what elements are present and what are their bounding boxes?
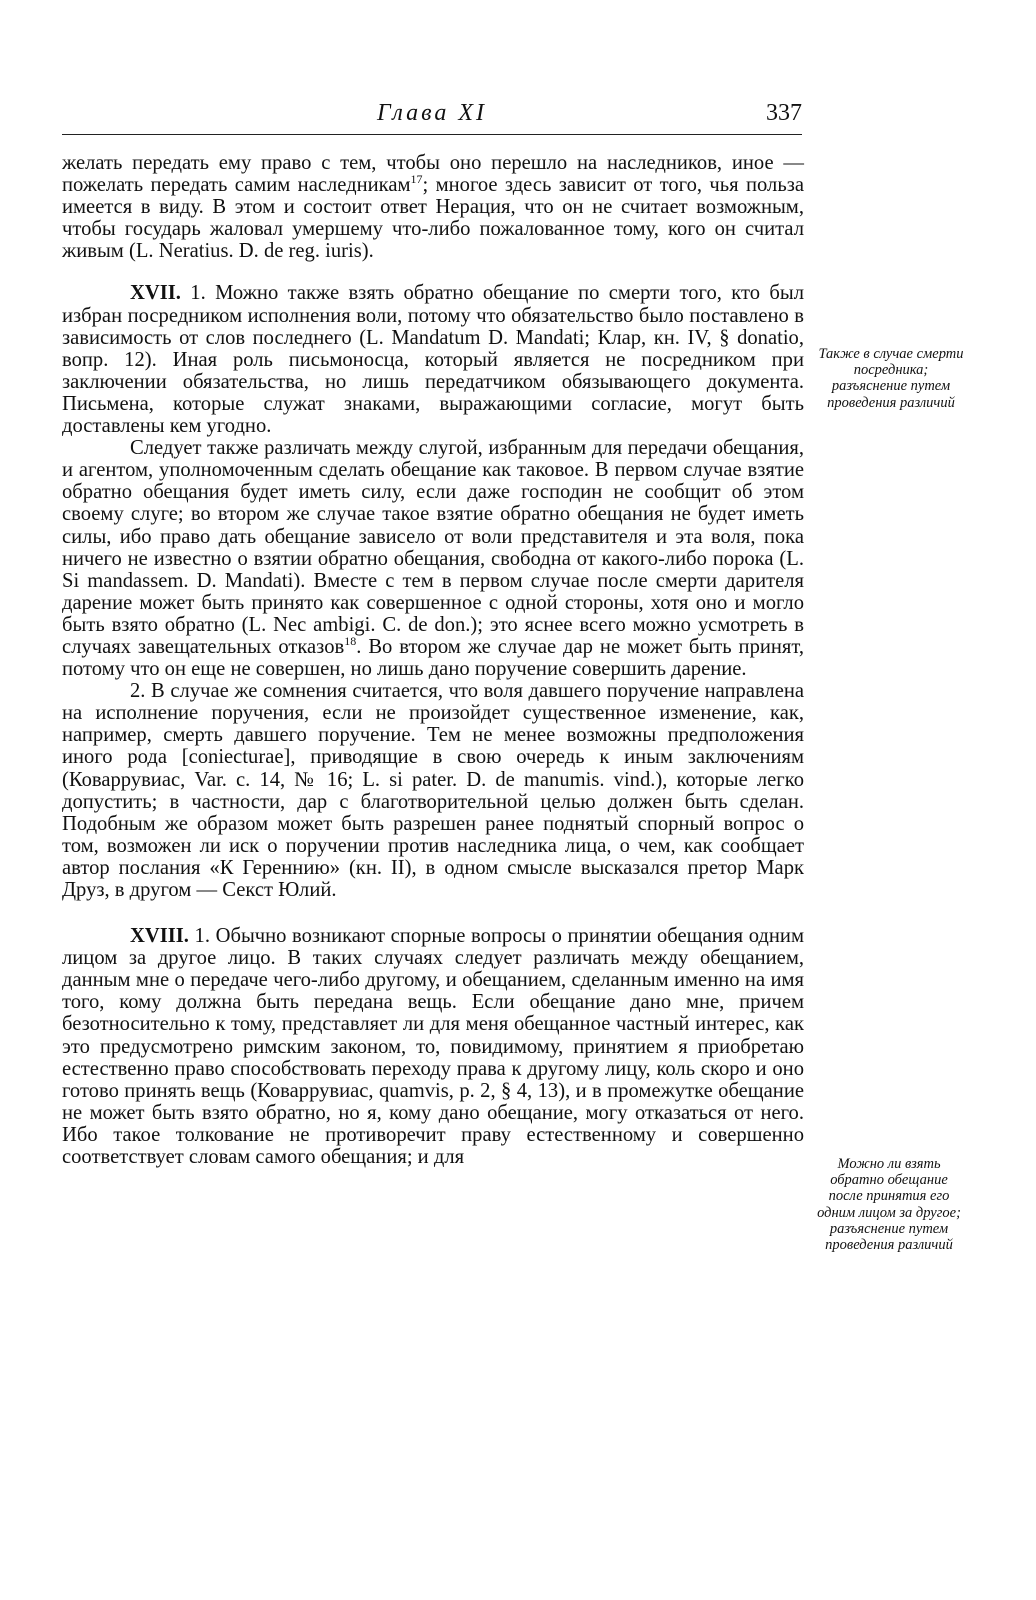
page-number: 337 bbox=[766, 100, 802, 126]
paragraph-text: желать передать ему право с тем, чтобы оно перешло на наследников, иное — пожелать передать самим наследникам bbox=[62, 152, 804, 197]
paragraph-continued bbox=[62, 152, 804, 262]
paragraph-text: 1. Обычно возникают спорные вопросы о принятии обещания одним лицом за другое лицо. В таких случаях следует различать между обещанием, данным мне о передаче чего-либо другому, и обещанием, сделанным именно на имя того, кому должна быть передана вещь. Если обещание дано мне, причем безотносительно к тому, представляет ли для меня обещанное частный интерес, как это предусмотрено римским законом, то, повидимому, принятием я приобретаю естественно право способствовать переходу права к другому лицу, коль скоро и оно готово принять вещь (Коваррувиас, quamvis, p. 2, § 4, 13), и в промежутке обещание не может быть взято обратно, но я, кому дано обещание, могу отказаться от него. Ибо такое толкование не противоречит праву естественному и совершенно соответствует словам самого обещания; и для bbox=[62, 925, 804, 1169]
paragraph-text: . Во втором же случае дар не может быть принят, потому что он еще не совершен, но лишь дано поручение совершить дарение. bbox=[62, 635, 804, 681]
footnote-marker: 17 bbox=[410, 172, 423, 187]
paragraph-text: 2. В случае же сомнения считается, что воля давшего поручение направлена на исполнение поручения, если не произойдет существенное изменение, как, например, смерть давшего поручение. Тем не менее возможны предположения иного рода [coniecturae], приводящие в свою очередь к иным заключениям (Коваррувиас, Var. c. 14, № 16; L. si pater. D. de manumis. vind.), которые легко допустить; в частности, дар с благотворительной целью должен быть сделан. Подобным же образом может быть разрешен ранее поднятый спорный вопрос о том, возможен ли иск о поручении против наследника лица, о чем, как сообщает автор послания «К Гереннию» (кн. II), в одном смысле высказался претор Марк Друз, в другом — Секст Юлий. bbox=[62, 680, 804, 901]
paragraph-text: Следует также различать между слугой, избранным для передачи обещания, и агентом, уполномоченным сделать обещание как таковое. В первом случае взятие обратно обещания будет иметь силу, если даже господин не сообщит об этом своему слуге; во втором же случае такое взятие обратно обещания не будет иметь силы, ибо право дать обещание зависело от воли представителя и эта воля, пока ничего не известно о взятии обратно обещания, свободна от какого-либо порока (L. Si mandassem. D. Mandati). Вместе с тем в первом случае после смерти дарителя дарение может быть принято как совершенное с одной стороны, хотя оно и могло быть взято обратно (L. Nec ambigi. C. de don.); это яснее всего можно усмотреть в случаях завещательных отказов bbox=[62, 437, 804, 658]
margin-note: Можно ли взять обратно обещание после принятия его одним лицом за другое; разъяснение путем проведения различий bbox=[817, 1156, 961, 1254]
paragraph-text: ; многое здесь зависит от того, чья польза имеется в виду. В этом и состоит ответ Нерация, что он не считает возможным, чтобы государь жаловал умершему что-либо пожалованное тому, кого он считал живым (L. Neratius. D. de reg. iuris). bbox=[62, 174, 804, 263]
section-number: XVII. bbox=[130, 282, 181, 305]
paragraph-text: 1. Можно также взять обратно обещание по смерти того, кто был избран посредником исполнения воли, потому что обязательство было поставлено в зависимость от слов последнего (L. Mandatum D. Mandati; Клар, кн. IV, § donatio, вопр. 12). Иная роль письмоносца, который является не посредником при заключении обязательства, но лишь передатчиком обязывающего документа. Письмена, которые служат знаками, выражающими согласие, могут быть доставлены кем угодно. bbox=[62, 282, 804, 438]
section-xviii-paragraph bbox=[62, 925, 804, 1168]
main-text bbox=[62, 152, 804, 1168]
page-header bbox=[62, 100, 802, 135]
paragraph bbox=[62, 437, 804, 680]
paragraph bbox=[62, 680, 804, 901]
footnote-marker: 18 bbox=[344, 634, 357, 649]
running-title: Глава XI bbox=[376, 100, 488, 126]
section-number: XVIII. bbox=[130, 925, 189, 948]
margin-note: Также в случае смерти посредника; разъяснение путем проведения различий bbox=[818, 346, 964, 411]
section-xvii-paragraph bbox=[62, 282, 804, 437]
